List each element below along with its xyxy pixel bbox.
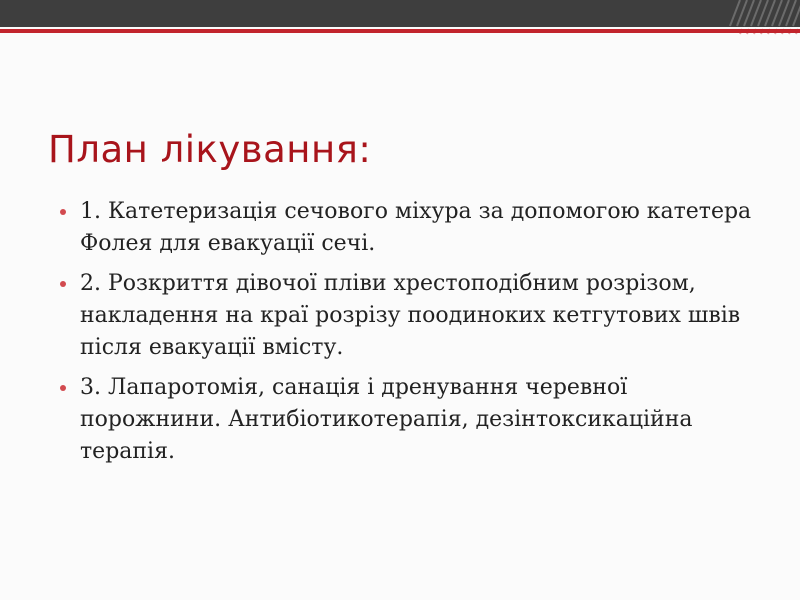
top-header-band [0,0,800,27]
bullet-item-1 [60,196,760,260]
slide-title: План лікування: [48,128,372,171]
bullet-item-3 [60,372,760,468]
bullet-text: 1. Катетеризація сечового міхура за допомогою катетера Фолея для евакуації сечі. [80,199,752,256]
bullet-text: 3. Лапаротомія, санація і дренування черевної порожнини. Антибіотикотерапія, дезінтоксикаційна терапія. [80,375,693,464]
accent-red-line [0,29,800,33]
bullet-list [60,196,760,476]
bullet-dot-icon [60,385,66,391]
bullet-dot-icon [60,281,66,287]
bullet-dot-icon [60,209,66,215]
bullet-item-2 [60,268,760,364]
bullet-text: 2. Розкриття дівочої пліви хрестоподібним розрізом, накладення на краї розрізу поодиноких кетгутових швів після евакуації вмісту. [80,271,741,360]
